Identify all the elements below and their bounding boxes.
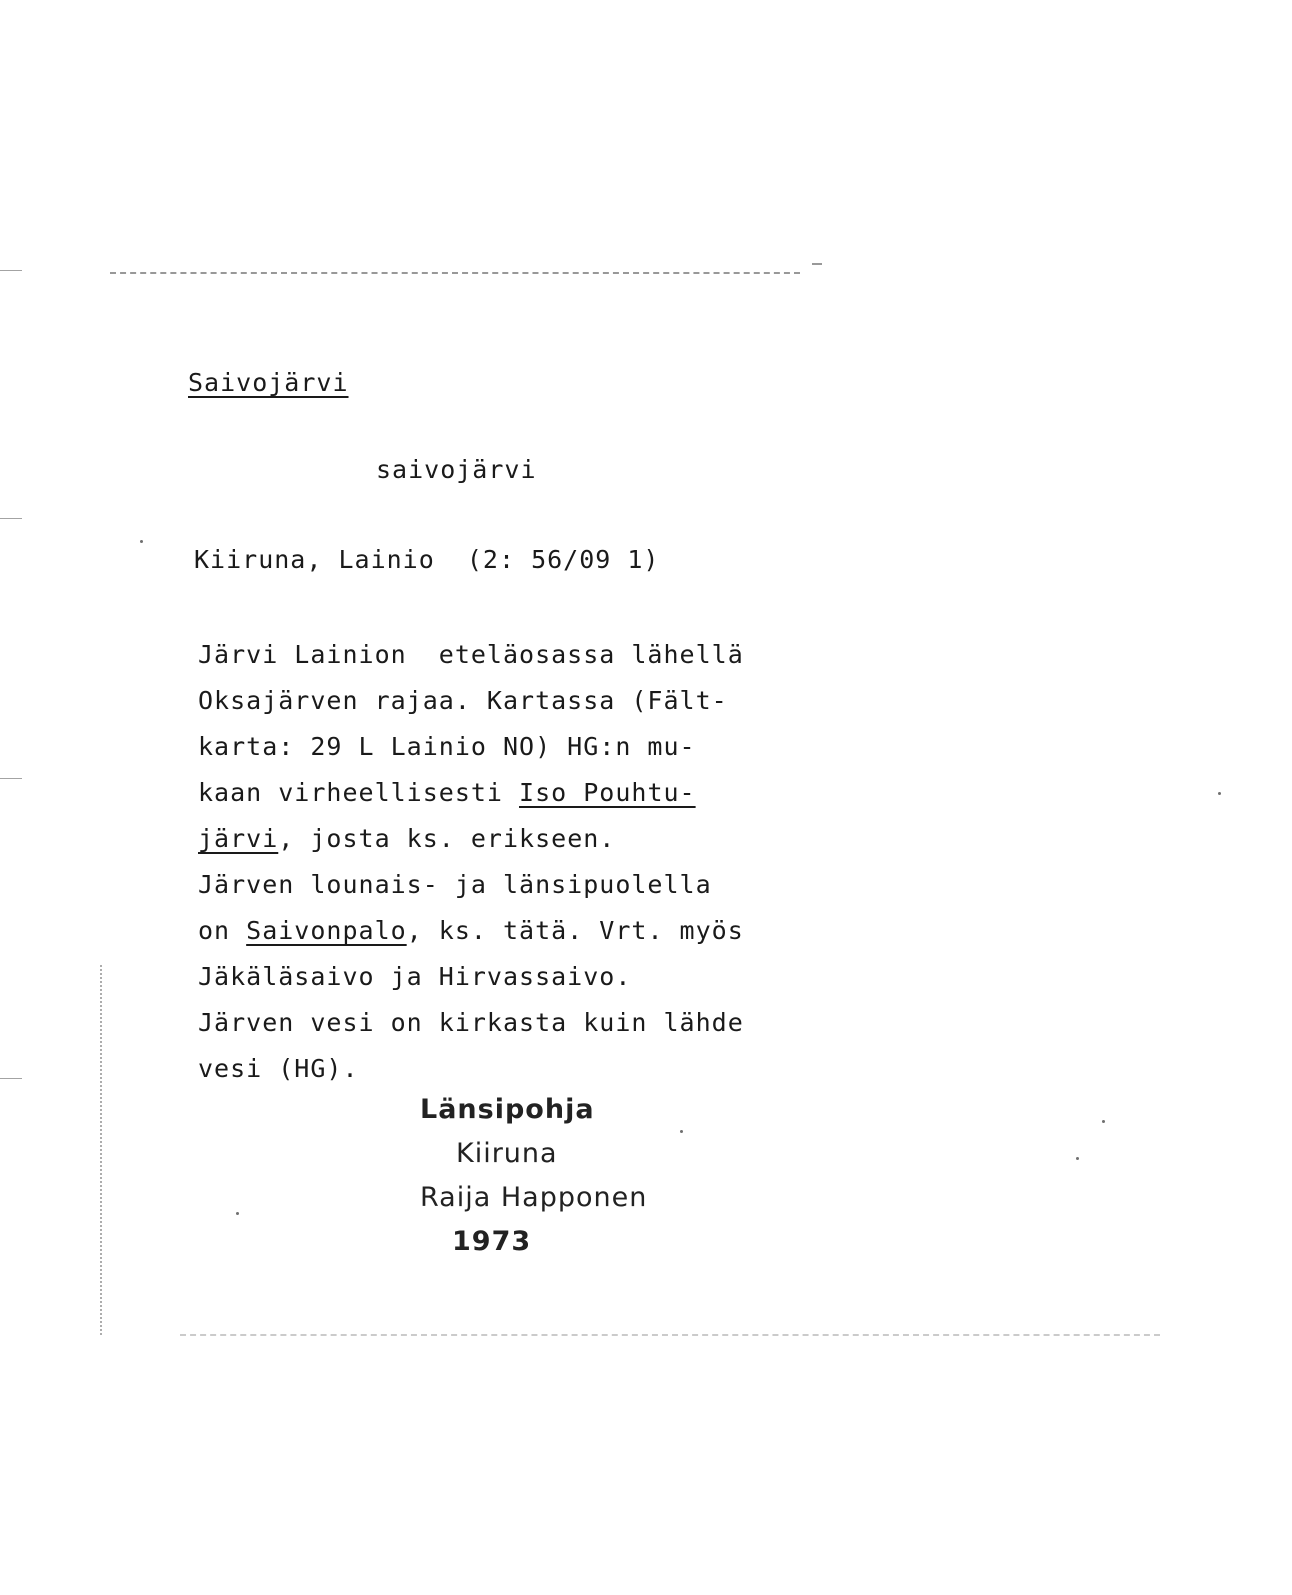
description-line: Jäkäläsaivo ja Hirvassaivo. [198, 962, 632, 991]
stamp-collector: Raija Happonen [420, 1182, 648, 1213]
stamp-region: Länsipohja [420, 1094, 595, 1125]
description-text: , ks. tätä. Vrt. myös [406, 916, 744, 945]
entry-subtitle: saivojärvi [376, 455, 537, 484]
speck [680, 1130, 683, 1133]
stamp-town: Kiiruna [456, 1138, 558, 1169]
edge-tick [0, 518, 22, 519]
speck [140, 540, 143, 543]
cross-reference: järvi [198, 824, 279, 853]
description-line: karta: 29 L Lainio NO) HG:n mu- [198, 732, 696, 761]
entry-description [198, 632, 858, 1092]
description-text: , josta ks. erikseen. [278, 824, 616, 853]
top-rule [110, 272, 800, 274]
speck [1076, 1157, 1079, 1160]
edge-tick [0, 778, 22, 779]
entry-location: Kiiruna, Lainio (2: 56/09 1) [194, 545, 660, 574]
description-line: vesi (HG). [198, 1054, 359, 1083]
description-line [198, 816, 858, 862]
top-rule-mark [812, 263, 822, 271]
description-text: on [198, 916, 247, 945]
stamp-year: 1973 [452, 1226, 532, 1257]
bottom-rule [180, 1334, 1160, 1336]
description-line: Järvi Lainion eteläosassa lähellä [198, 640, 744, 669]
entry-title: Saivojärvi [188, 368, 349, 397]
edge-tick [0, 1078, 22, 1079]
description-text: kaan virheellisesti [198, 778, 520, 807]
left-edge-line [100, 965, 102, 1335]
speck [236, 1212, 239, 1215]
description-line [198, 770, 858, 816]
cross-reference: Saivonpalo [246, 916, 407, 945]
description-line: Järven vesi on kirkasta kuin lähde [198, 1008, 744, 1037]
cross-reference: Iso Pouhtu- [519, 778, 696, 807]
edge-tick [0, 270, 22, 271]
description-line: Oksajärven rajaa. Kartassa (Fält- [198, 686, 728, 715]
speck [1218, 792, 1221, 795]
description-line: Järven lounais- ja länsipuolella [198, 870, 712, 899]
collector-stamp [420, 1088, 647, 1264]
speck [1102, 1120, 1105, 1123]
description-line [198, 908, 858, 954]
